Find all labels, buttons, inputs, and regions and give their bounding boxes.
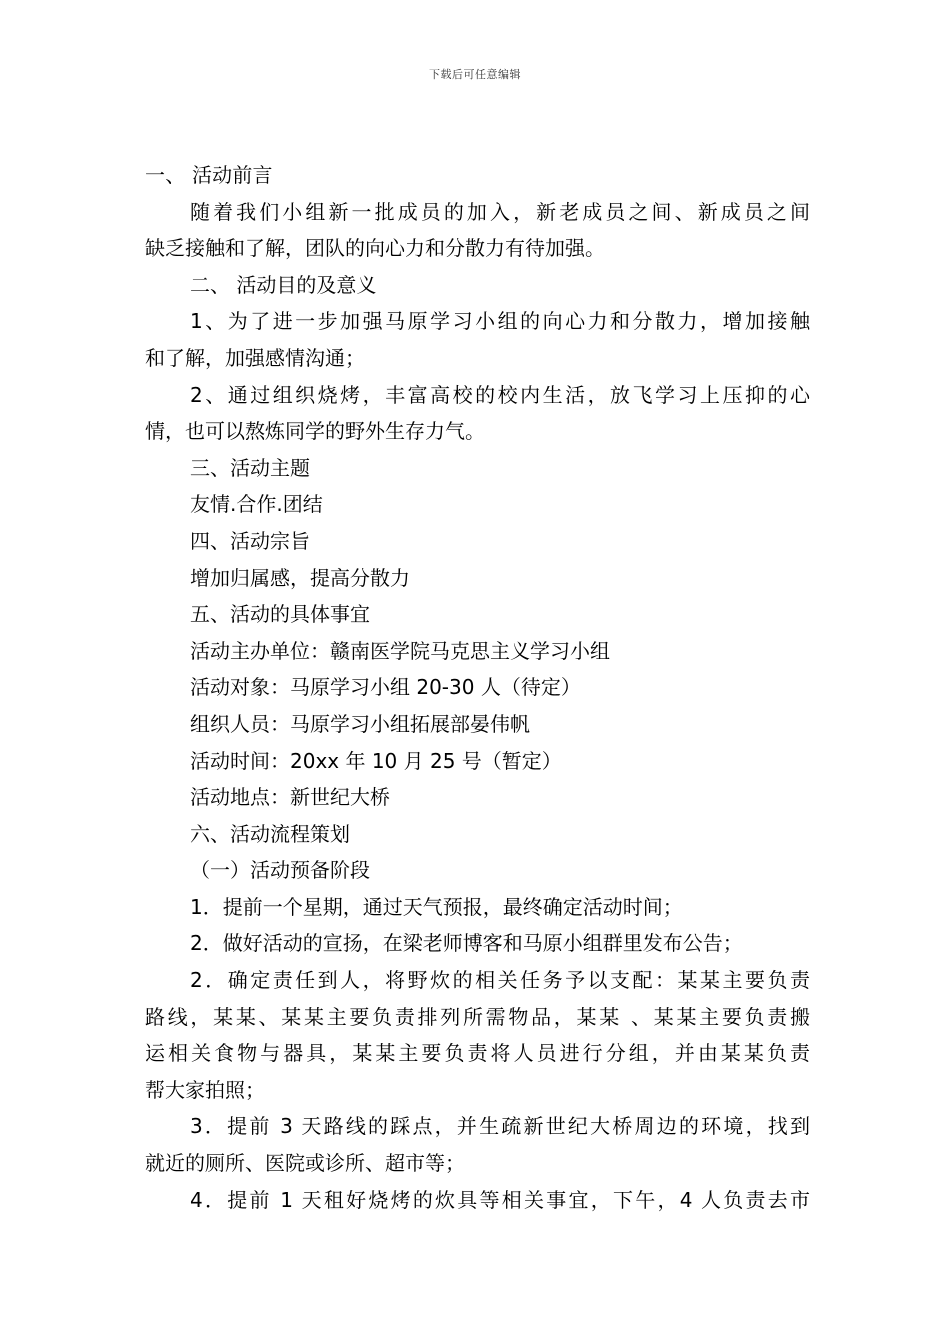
document-line: 六、活动流程策划 [190,821,350,846]
document-line: 活动对象：马原学习小组 20-30 人（待定） [190,675,581,700]
document-line: 增加归属感，提高分散力 [190,565,410,590]
document-line: 活动时间：20xx 年 10 月 25 号（暂定） [190,748,562,773]
document-line: 情，也可以熬炼同学的野外生存力气。 [145,419,485,444]
document-line: 活动主办单位：赣南医学院马克思主义学习小组 [190,638,610,663]
document-line: 2、通过组织烧烤，丰富高校的校内生活，放飞学习上压抑的心 [190,382,810,407]
document-line: 友情.合作.团结 [190,492,323,517]
document-line: 二、 活动目的及意义 [190,272,377,297]
document-line: 和了解，加强感情沟通； [145,345,365,370]
document-line: 就近的厕所、医院或诊所、超市等； [145,1151,465,1176]
document-line: 帮大家拍照； [145,1077,265,1102]
document-line: 1、为了进一步加强马原学习小组的向心力和分散力，增加接触 [190,309,810,334]
document-line: 四、活动宗旨 [190,528,310,553]
document-line: （一）活动预备阶段 [190,858,370,883]
document-line: 3．提前 3 天路线的踩点，并生疏新世纪大桥周边的环境，找到 [190,1114,810,1139]
document-line: 随着我们小组新一批成员的加入，新老成员之间、新成员之间 [190,199,810,224]
document-line: 三、活动主题 [190,455,310,480]
document-line: 一、 活动前言 [145,163,273,187]
document-line: 路线，某某、某某主要负责排列所需物品，某某 、某某主要负责搬 [145,1004,810,1029]
document-line: 2．确定责任到人，将野炊的相关任务予以支配：某某主要负责 [190,968,810,993]
document-line: 缺乏接触和了解，团队的向心力和分散力有待加强。 [145,236,605,261]
document-line: 组织人员：马原学习小组拓展部晏伟帆 [190,711,530,736]
document-line: 五、活动的具体事宜 [190,602,370,627]
document-line: 2．做好活动的宣扬，在梁老师博客和马原小组群里发布公告； [190,931,743,956]
document-line: 1．提前一个星期，通过天气预报，最终确定活动时间； [190,894,683,919]
document-body [145,157,810,1218]
page-header-note: 下载后可任意编辑 [429,68,521,81]
document-line: 活动地点：新世纪大桥 [190,785,390,810]
document-line: 运相关食物与器具，某某主要负责将人员进行分组，并由某某负责 [145,1041,810,1066]
document-line: 4．提前 1 天租好烧烤的炊具等相关事宜，下午，4 人负责去市 [190,1187,810,1212]
